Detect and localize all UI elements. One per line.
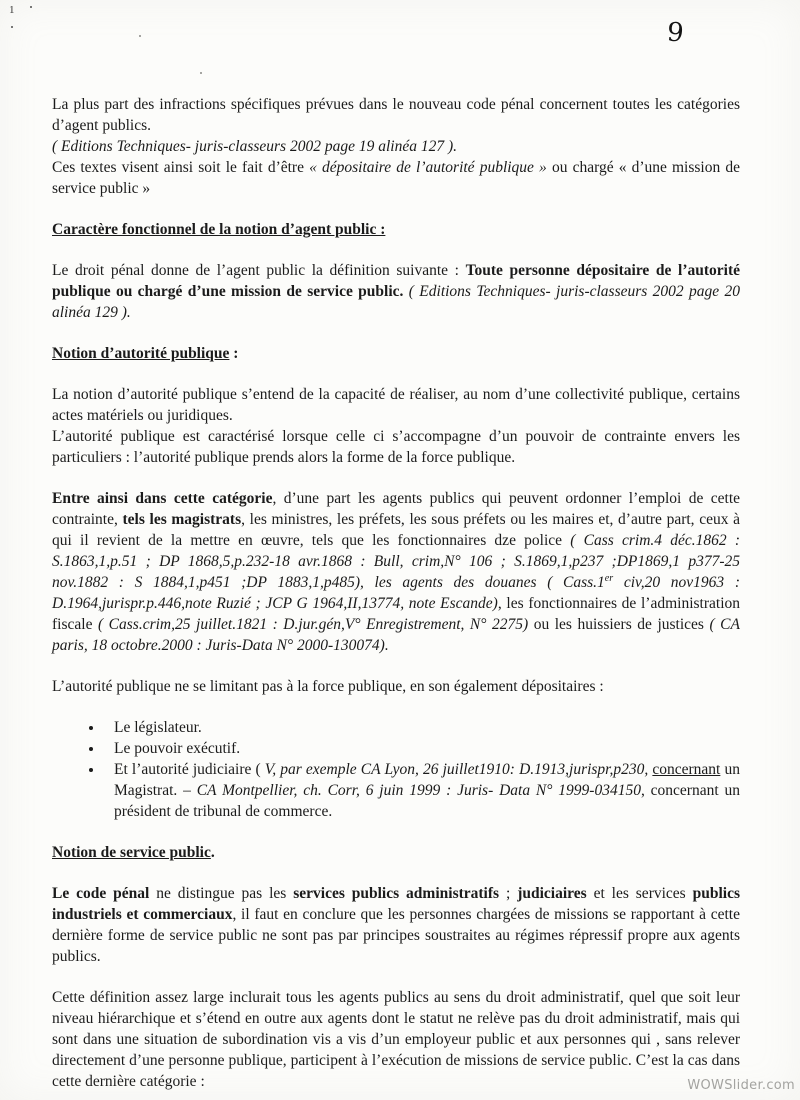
- text-segment: La plus part des infractions spécifiques prévues dans le nouveau code pénal concernent toutes les catégories d’agent publics.: [52, 96, 740, 134]
- scan-speck: [30, 6, 32, 8]
- text-segment: , les ministres, les préfets, les sous préfets ou les maires et, d’autre part, ceux à qui il revient de la mettre en œuvre, tels que les fonctionnaires dze police: [52, 511, 740, 549]
- paragraph: [52, 883, 740, 967]
- text-segment: ou les huissiers de justices: [528, 616, 710, 633]
- text-segment: ( Editions Techniques- juris-classeurs 2002 page 19 alinéa 127 ).: [52, 138, 457, 155]
- text-segment: CA Montpellier, ch. Corr, 6 juin 1999 : Juris- Data N° 1999-034150: [196, 782, 641, 799]
- text-segment: ;: [499, 885, 518, 902]
- section-heading: [52, 842, 740, 863]
- text-segment: publics industriels et commerciaux: [52, 885, 740, 923]
- text-segment: Le législateur.: [114, 719, 202, 736]
- text-segment: et les services: [586, 885, 693, 902]
- section-heading: [52, 219, 740, 240]
- scan-speck: [11, 26, 13, 28]
- paragraph: [52, 260, 740, 323]
- text-segment: tels les magistrats: [122, 511, 242, 528]
- text-segment: civ,20 nov1963 : D.1964,jurispr.p.446,note Ruzié ; JCP G 1964,II,13774, note Escande): [52, 574, 740, 612]
- text-segment: L’autorité publique est caractérisé lorsque celle ci s’accompagne d’un pouvoir de contrainte envers les particuliers : l’autorité publique prends alors la forme de la force publique.: [52, 428, 740, 466]
- paragraph: [52, 488, 740, 656]
- text-segment: ( Editions Techniques- juris-classeurs 2002 page 20 alinéa 129 ).: [52, 283, 740, 321]
- text-segment: Notion de service public: [52, 844, 211, 861]
- list-item: [104, 738, 740, 759]
- text-segment: un Magistrat. –: [114, 761, 740, 799]
- text-segment: Le droit pénal donne de l’agent public la définition suivante :: [52, 262, 466, 279]
- text-segment: V, par exemple CA Lyon, 26 juillet1910: D.1913,jurispr,p230,: [264, 761, 649, 778]
- text-segment: La notion d’autorité publique s’entend de la capacité de réaliser, au nom d’une collectivité publique, certains actes matériels ou juridiques.: [52, 386, 740, 424]
- text-segment: L’autorité publique ne se limitant pas à la force publique, en son également dépositaires :: [52, 678, 604, 695]
- text-segment: Le code pénal: [52, 885, 150, 902]
- text-segment: ne distingue pas les: [149, 885, 294, 902]
- text-segment: Ces textes visent ainsi soit le fait d’être: [52, 159, 310, 176]
- paragraph: [52, 94, 740, 199]
- text-segment: Et l’autorité judiciaire (: [114, 761, 265, 778]
- handwritten-page-number: 9: [665, 17, 685, 49]
- paragraph: [52, 384, 740, 468]
- text-segment: , concernant un président de tribunal de commerce.: [114, 782, 740, 820]
- text-segment: « dépositaire de l’autorité publique »: [309, 159, 547, 176]
- text-segment: services publics administratifs: [293, 885, 500, 902]
- text-segment: , d’une part les agents publics qui peuvent ordonner l’emploi de cette contrainte,: [52, 490, 741, 528]
- text-segment: :: [229, 345, 239, 362]
- text-segment: Toute personne dépositaire de l’autorité publique ou chargé d’une mission de service public.: [52, 262, 740, 300]
- text-segment: , les fonctionnaires de l’administration fiscale: [52, 595, 741, 633]
- text-segment: ( Cass crim.4 déc.1862 : S.1863,1,p.51 ; DP 1868,5,p.232-18 avr.1868 : Bull, crim,N° 106 ; S.1869,1,p237 ;DP1869,1 p377-25 nov.1882 : S 1884,1,p451 ;DP 1883,1,p485), les agents des douanes ( Cass.1: [52, 532, 740, 591]
- text-segment: , il faut en conclure que les personnes chargées de missions se rapportant à cette dernière forme de service public ne sont pas par principes soustraites au régimes répressif propre aux agents publics.: [52, 906, 740, 965]
- list-item: [104, 717, 740, 738]
- scan-speck: [139, 35, 141, 37]
- document-content: [52, 94, 740, 1100]
- text-segment: ( Cass.crim,25 juillet.1821 : D.jur.gén,V° Enregistrement, N° 2275): [97, 616, 529, 633]
- watermark: WOWSlider.com: [687, 1078, 795, 1094]
- paragraph: [52, 676, 740, 697]
- paragraph: [52, 987, 740, 1092]
- text-segment: judiciaires: [517, 885, 587, 902]
- text-segment: ( CA paris, 18 octobre.2000 : Juris-Data N° 2000-130074).: [52, 616, 740, 654]
- corner-mark: 1: [9, 4, 15, 16]
- text-segment: Le pouvoir exécutif.: [114, 740, 241, 757]
- text-segment: er: [604, 572, 614, 584]
- text-segment: Notion d’autorité publique: [52, 345, 230, 362]
- text-segment: Caractère fonctionnel de la notion d’agent public :: [52, 221, 386, 238]
- text-segment: Cette définition assez large inclurait tous les agents publics au sens du droit administratif, quel que soit leur niveau hiérarchique et s’étend en outre aux agents dont le statut ne relève pas du droit administratif, mais qui sont dans une situation de subordination vis a vis d’un employeur public et aux personnes qui , sans relever directement d’une personne publique, participent à l’exécution de missions de service public. C’est la cas dans cette dernière catégorie :: [52, 989, 740, 1090]
- text-segment: .: [210, 844, 215, 861]
- scan-speck: [200, 72, 202, 74]
- text-segment: concernant: [652, 761, 721, 778]
- text-segment: Entre ainsi dans cette catégorie: [52, 490, 273, 507]
- text-segment: ou chargé « d’une mission de service public »: [52, 159, 740, 197]
- section-heading: [52, 343, 740, 364]
- bullet-list: [52, 717, 740, 822]
- list-item: [104, 759, 740, 822]
